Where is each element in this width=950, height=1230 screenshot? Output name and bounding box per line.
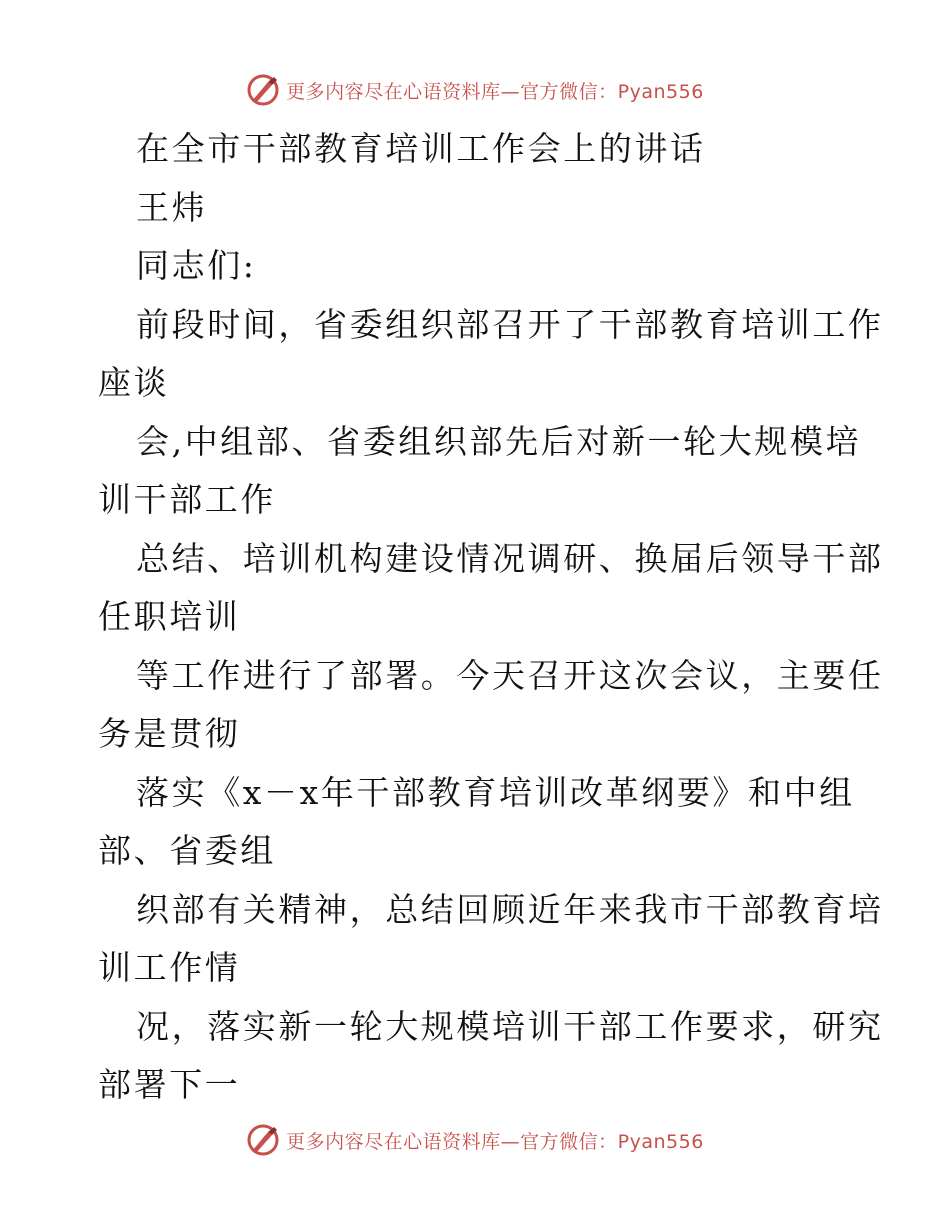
document-line: 落实《x－x年干部教育培训改革纲要》和中组 xyxy=(136,772,855,812)
document-line: 会,中组部、省委组织部先后对新一轮大规模培 xyxy=(136,421,862,461)
document-line: 在全市干部教育培训工作会上的讲话 xyxy=(136,129,706,168)
document-line: 座谈 xyxy=(98,363,170,402)
document-line: 部署下一 xyxy=(98,1065,241,1104)
pen-in-circle-icon xyxy=(246,1123,280,1157)
document-line: 等工作进行了部署。今天召开这次会议，主要任 xyxy=(136,655,884,695)
document-line: 前段时间，省委组织部召开了干部教育培训工作 xyxy=(136,304,884,344)
document-line: 务是贯彻 xyxy=(98,714,241,753)
footer-watermark-banner xyxy=(0,1120,950,1160)
document-line: 任职培训 xyxy=(98,597,241,636)
pen-in-circle-icon xyxy=(246,73,280,107)
banner-text: 更多内容尽在心语资料库—官方微信：Pyan556 xyxy=(286,80,704,103)
document-line: 同志们: xyxy=(136,246,257,285)
document-line: 织部有关精神，总结回顾近年来我市干部教育培 xyxy=(136,889,884,929)
document-body xyxy=(98,120,884,1115)
document-line: 况，落实新一轮大规模培训干部工作要求，研究 xyxy=(136,1006,884,1046)
document-line: 王炜 xyxy=(136,187,208,227)
document-line: 总结、培训机构建设情况调研、换届后领导干部 xyxy=(136,538,884,578)
document-line: 部、省委组 xyxy=(98,831,276,870)
banner-text: 更多内容尽在心语资料库—官方微信：Pyan556 xyxy=(286,1130,704,1153)
document-line: 训干部工作 xyxy=(98,480,276,519)
header-watermark-banner xyxy=(0,70,950,110)
document-line: 训工作情 xyxy=(98,948,241,987)
